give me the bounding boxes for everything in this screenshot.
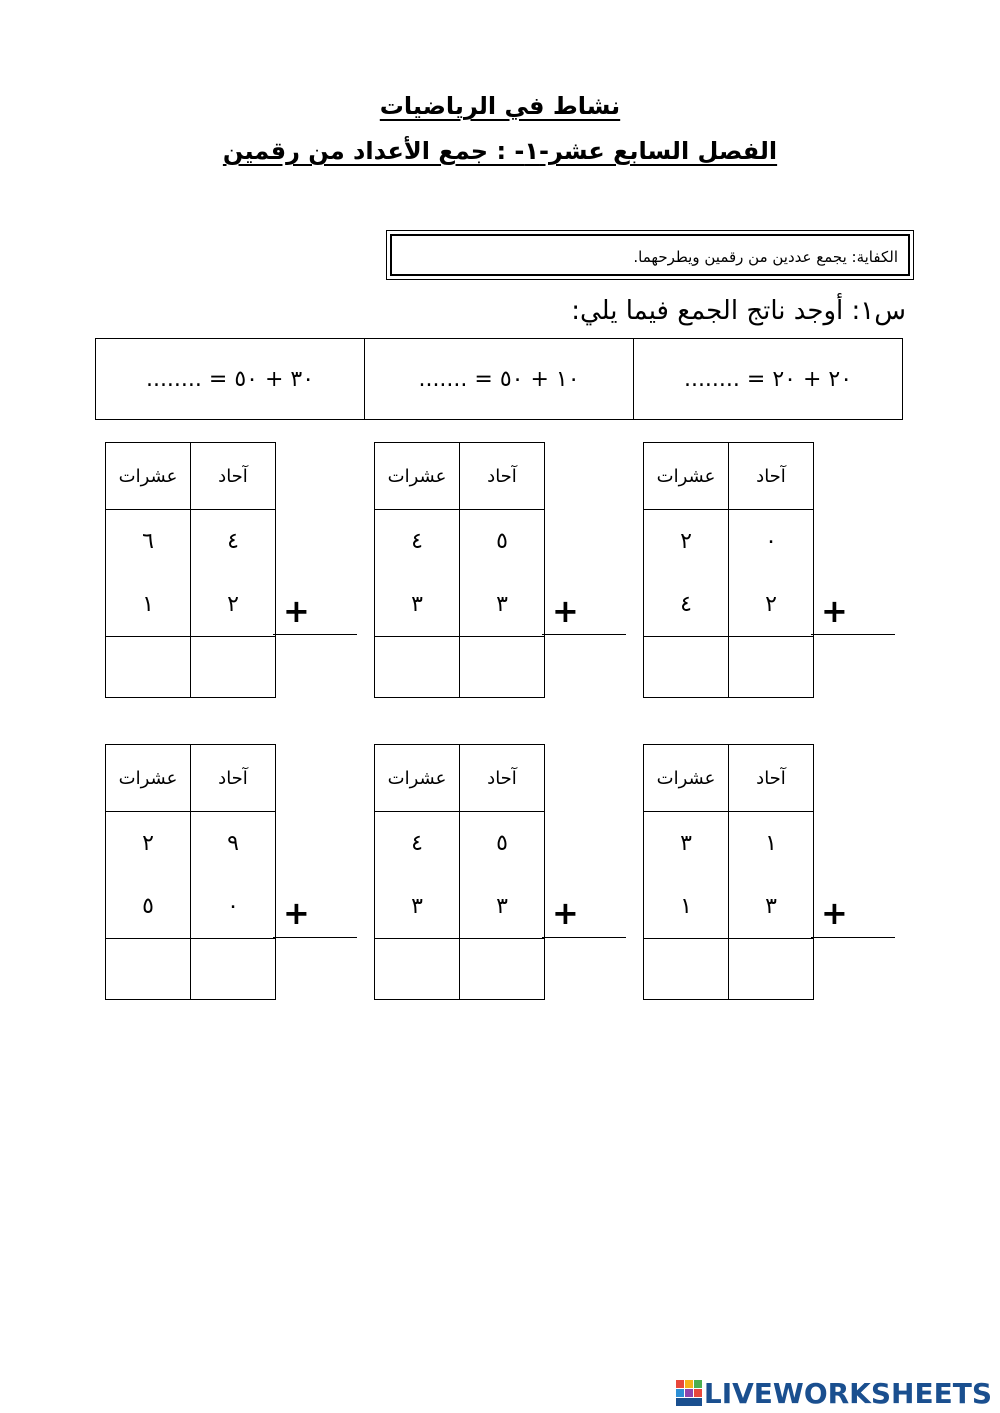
sum-line: [811, 634, 895, 635]
ones-bottom: ٣: [496, 592, 508, 617]
ones-answer-cell[interactable]: [729, 939, 814, 1000]
ones-header: آحاد: [191, 745, 276, 812]
tens-top: ٢: [680, 529, 692, 554]
liveworksheets-logo: [676, 1377, 992, 1410]
sum-line: [542, 634, 626, 635]
liveworksheets-icon: [676, 1380, 702, 1406]
place-value-table-1: [643, 442, 814, 698]
ones-bottom: ٠: [227, 894, 239, 919]
tens-digits: [106, 510, 191, 637]
tens-bottom: ١: [680, 894, 692, 919]
ones-top: ٩: [227, 831, 239, 856]
sum-line: [811, 937, 895, 938]
ones-top: ٠: [765, 529, 777, 554]
sum-line: [273, 634, 357, 635]
equations-table: [95, 338, 903, 420]
tens-bottom: ١: [142, 592, 154, 617]
place-value-table-5: [374, 744, 545, 1000]
ones-header: آحاد: [460, 443, 545, 510]
ones-answer-cell[interactable]: [729, 637, 814, 698]
tens-bottom: ٣: [411, 592, 423, 617]
competency-text: الكفاية: يجمع عددين من رقمين ويطرحهما.: [390, 234, 910, 276]
equation-1[interactable]: ٢٠ + ٢٠ = ........: [634, 339, 903, 420]
ones-top: ٤: [227, 529, 239, 554]
ones-answer-cell[interactable]: [191, 939, 276, 1000]
ones-digits: [460, 510, 545, 637]
ones-top: ٥: [496, 831, 508, 856]
place-value-table-2: [374, 442, 545, 698]
ones-answer-cell[interactable]: [191, 637, 276, 698]
tens-digits: [375, 510, 460, 637]
sum-line: [542, 937, 626, 938]
plus-sign: +: [283, 894, 310, 932]
ones-header: آحاد: [460, 745, 545, 812]
tens-top: ٦: [142, 529, 154, 554]
place-value-table-4: [643, 744, 814, 1000]
ones-bottom: ٣: [496, 894, 508, 919]
ones-bottom: ٢: [765, 592, 777, 617]
tens-header: عشرات: [106, 745, 191, 812]
tens-bottom: ٥: [142, 894, 154, 919]
tens-answer-cell[interactable]: [644, 939, 729, 1000]
tens-top: ٤: [411, 529, 423, 554]
tens-digits: [106, 812, 191, 939]
tens-bottom: ٤: [680, 592, 692, 617]
place-value-table-3: [105, 442, 276, 698]
competency-box: [386, 230, 914, 280]
tens-top: ٣: [680, 831, 692, 856]
question-heading: س١: أوجد ناتج الجمع فيما يلي:: [571, 296, 906, 326]
tens-header: عشرات: [644, 745, 729, 812]
ones-top: ١: [765, 831, 777, 856]
tens-answer-cell[interactable]: [375, 939, 460, 1000]
ones-digits: [729, 510, 814, 637]
ones-digits: [729, 812, 814, 939]
tens-answer-cell[interactable]: [106, 939, 191, 1000]
plus-sign: +: [283, 592, 310, 630]
ones-top: ٥: [496, 529, 508, 554]
tens-answer-cell[interactable]: [106, 637, 191, 698]
tens-bottom: ٣: [411, 894, 423, 919]
tens-header: عشرات: [375, 745, 460, 812]
place-value-table-6: [105, 744, 276, 1000]
tens-digits: [644, 510, 729, 637]
ones-bottom: ٢: [227, 592, 239, 617]
ones-answer-cell[interactable]: [460, 637, 545, 698]
worksheet-subtitle: الفصل السابع عشر-١- : جمع الأعداد من رقمين: [222, 137, 778, 165]
plus-sign: +: [821, 592, 848, 630]
equation-3[interactable]: ٣٠ + ٥٠ = ........: [96, 339, 365, 420]
ones-header: آحاد: [729, 745, 814, 812]
brand-text: LIVEWORKSHEETS: [703, 1377, 992, 1410]
tens-top: ٢: [142, 831, 154, 856]
equation-2[interactable]: ١٠ + ٥٠ = .......: [365, 339, 634, 420]
tens-top: ٤: [411, 831, 423, 856]
plus-sign: +: [821, 894, 848, 932]
ones-answer-cell[interactable]: [460, 939, 545, 1000]
ones-digits: [191, 812, 276, 939]
tens-answer-cell[interactable]: [375, 637, 460, 698]
ones-header: آحاد: [191, 443, 276, 510]
tens-header: عشرات: [644, 443, 729, 510]
ones-bottom: ٣: [765, 894, 777, 919]
ones-digits: [460, 812, 545, 939]
tens-digits: [644, 812, 729, 939]
ones-header: آحاد: [729, 443, 814, 510]
ones-digits: [191, 510, 276, 637]
worksheet-title: نشاط في الرياضيات: [379, 92, 621, 120]
sum-line: [273, 937, 357, 938]
plus-sign: +: [552, 592, 579, 630]
tens-header: عشرات: [375, 443, 460, 510]
plus-sign: +: [552, 894, 579, 932]
tens-digits: [375, 812, 460, 939]
tens-answer-cell[interactable]: [644, 637, 729, 698]
tens-header: عشرات: [106, 443, 191, 510]
